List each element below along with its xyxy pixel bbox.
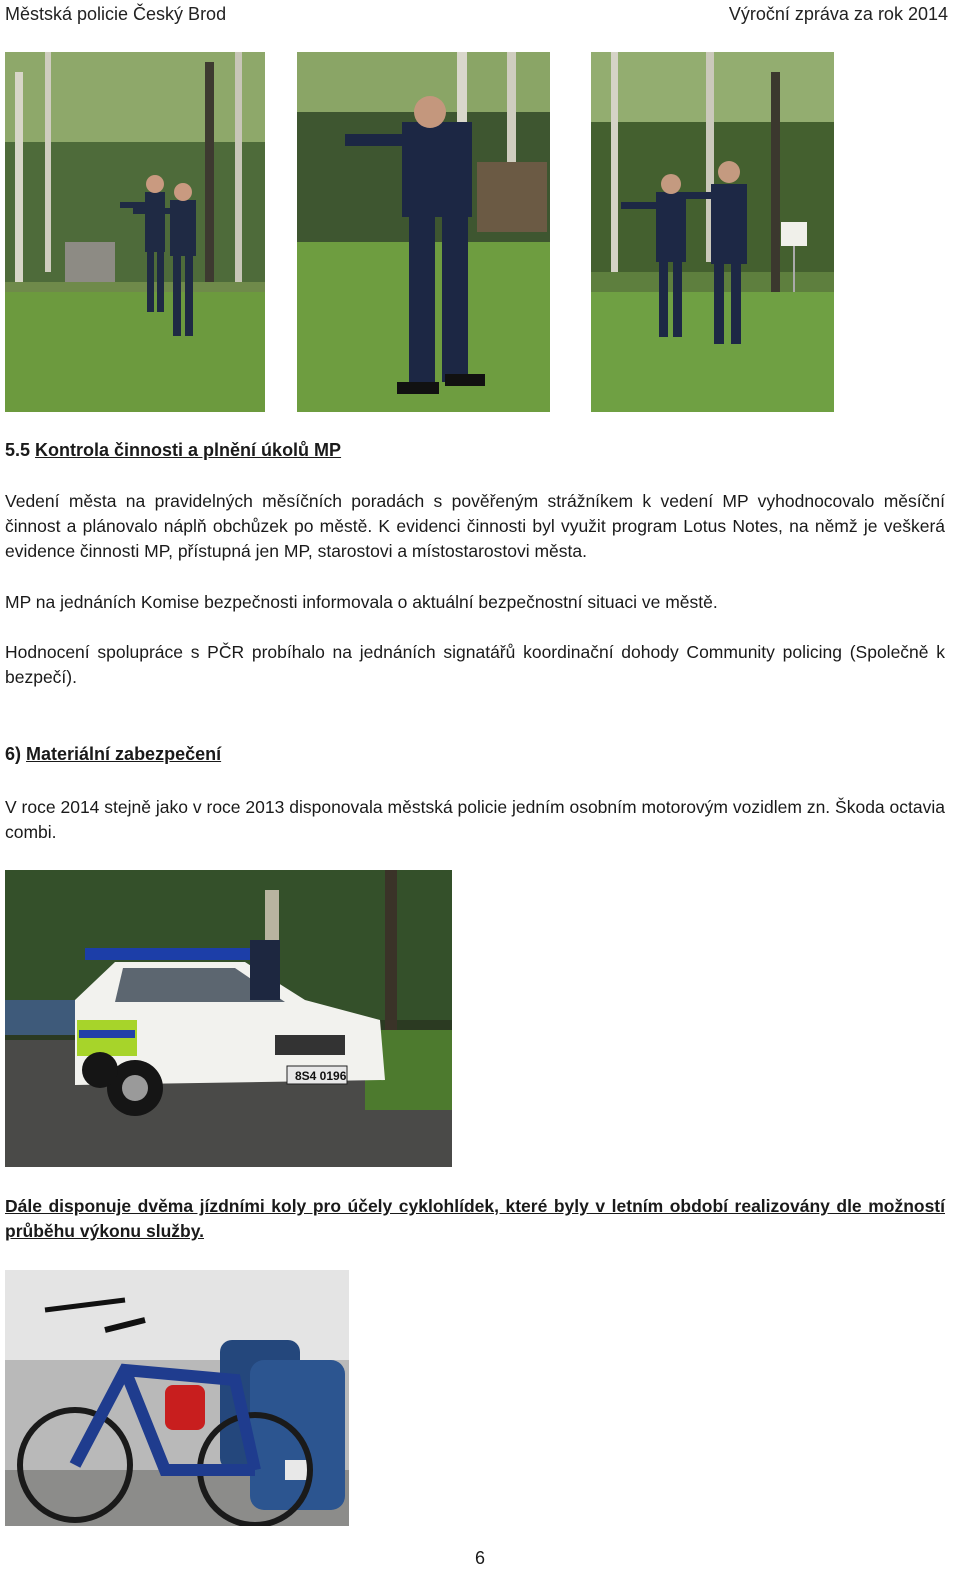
paragraph-evaluation: Vedení města na pravidelných měsíčních poradách s pověřeným strážníkem k vedení MP vyhodnocovalo měsíční činnost a plánovalo náplň obchůzek po městě. K evidenci činnosti byl využit program Lotus Notes, na němž je veškerá evidence činnosti MP, přístupná jen MP, starostovi a místostarostovi města.	[5, 491, 945, 561]
paragraph-safety-commission: MP na jednáních Komise bezpečnosti informovala o aktuální bezpečnostní situaci ve městě.	[5, 592, 718, 612]
section-number: 5.5	[5, 440, 31, 460]
section-heading-6	[5, 744, 221, 765]
car-plate: 8S4 0196	[295, 1069, 347, 1083]
photo-shooting-practice-1	[5, 52, 265, 412]
photo-shooting-practice-2	[297, 52, 550, 412]
photo-police-car	[5, 870, 452, 1167]
header-city: Městská policie Český Brod	[5, 4, 227, 24]
section-title: Kontrola činnosti a plnění úkolů MP	[35, 440, 342, 460]
paragraph-police-cooperation: Hodnocení spolupráce s PČR probíhalo na jednáních signatářů koordinační dohody Community policing (Společně k bezpečí).	[5, 642, 945, 687]
photo-shooting-practice-3	[591, 52, 834, 412]
section-title: Materiální zabezpečení	[26, 744, 222, 764]
page-number: 6	[474, 1548, 485, 1568]
header-report-title: Výroční zpráva za rok 2014	[728, 4, 948, 24]
paragraph-bicycles: Dále disponuje dvěma jízdními koly pro účely cyklohlídek, které byly v letním období realizovány dle možností průběhu výkonu služby.	[5, 1196, 945, 1241]
section-number: 6)	[5, 744, 22, 764]
photo-police-bicycles	[5, 1270, 349, 1526]
section-heading-5-5	[5, 440, 341, 461]
paragraph-vehicle: V roce 2014 stejně jako v roce 2013 disponovala městská policie jedním osobním motorovým vozidlem zn. Škoda octavia combi.	[5, 797, 945, 842]
